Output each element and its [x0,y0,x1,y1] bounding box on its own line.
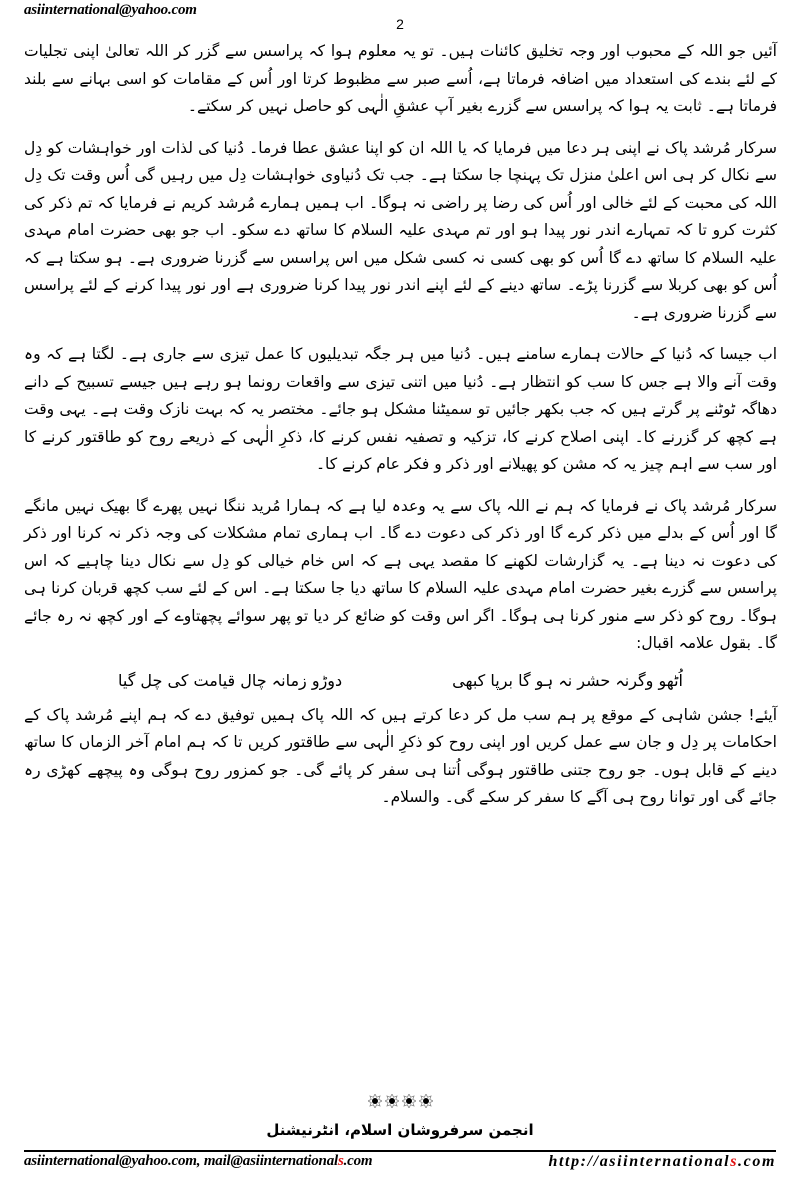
paragraph: سرکار مُرشد پاک نے اپنی ہر دعا میں فرمایا کہ یا اللہ ان کو اپنا عشق عطا فرما۔ دُنیا کی لذات اور خواہشات کو دِل سے نکال کر ہی اس اعلیٰ منزل تک پہنچا جا سکتا ہے۔ جب تک دُنیاوی خواہشات دِل میں رہیں گی اُس وقت تک دِل اللہ کی محبت کے لئے خالی اور اُس کی رضا پر راضی نہ ہوگا۔ اب ہمیں ہمارے مُرشد کریم نے فرمایا کہ تم ذکر کی کثرت کرو تا کہ تمہارے اندر نور پیدا ہو اور تم مہدی علیہ السلام کا ساتھ دے سکو۔ اب جو بھی حضرت امام مہدی علیہ السلام کا ساتھ دے گا اُس کو بھی کسی نہ کسی شکل میں اس پراسس سے گزرنا ضروری ہے۔ ہو سکتا ہے کہ اُس کو بھی کربلا سے گزرنا پڑے۔ ساتھ دینے کے لئے اپنے اندر نور پیدا کرنا ضروری ہے اور نور پیدا کرنے کے لئے پراسس سے گزرنا ضروری ہے۔ [24,138,777,322]
closing-paragraph: آیئے! جشن شاہی کے موقع پر ہم سب مل کر دعا کرتے ہیں کہ اللہ پاک ہمیں توفیق دے کہ ہم اپنے مُرشد پاک کے احکامات پر دِل و جان سے عمل کریں اور اپنی روح کو ذکرِ الٰہی سے طاقتور کریں تا کہ ہم امام آخر الزماں کا ساتھ دینے کے قابل ہوں۔ جو روح جتنی طاقتور ہوگی اُتنا ہی سفر کر پائے گی۔ جو کمزور روح ہوگی وہ پیچھے کھڑی رہ جائے گی اور توانا روح ہی آگے کا سفر کر سکے گی۔ والسلام۔ [24,705,777,806]
footer-url-text: http://asiinternational [548,1153,731,1170]
footer-emails-suffix: .com [343,1153,373,1169]
section-divider-ornament [0,1094,800,1108]
paragraph: اب جیسا کہ دُنیا کے حالات ہمارے سامنے ہیں۔ دُنیا میں ہر جگہ تبدیلیوں کا عمل تیزی سے جاری ہے۔ لگتا ہے کہ وہ وقت آنے والا ہے جس کا سب کو انتظار ہے۔ دُنیا میں اتنی تیزی سے واقعات رونما ہو رہے ہیں جیسے تسبیح کے دانے دھاگہ ٹوٹنے پر گرتے ہیں کہ جب بکھر جائیں تو سمیٹنا مشکل ہو جائے۔ مختصر یہ کہ بہت نازک وقت ہے۔ یہی وقت ہے کچھ کر گزرنے کا۔ اپنی اصلاح کرنے کا، تزکیہ و تصفیہ نفس کرنے کا، ذکرِ الٰہی کے ذریعے روح کو طاقتور کرنے کا اور سب سے اہم چیز یہ کہ مشن کو پھیلانے اور ذکر و فکر عام کرنے کا۔ [24,345,777,473]
star-ornament-icon [368,1094,382,1108]
couplet-first-hemistich: اُٹھو وگرنہ حشر نہ ہو گا برپا کبھی [452,670,683,690]
footer-divider [24,1150,776,1152]
paragraph: سرکار مُرشد پاک نے فرمایا کہ ہم نے اللہ پاک سے یہ وعدہ لیا ہے کہ ہمارا مُرید ننگا نہیں پھرے گا بھیک نہیں مانگے گا اور اُس کے بدلے میں ذکر کرے گا اور ذکر کی دعوت دے گا۔ اب ہماری تمام مشکلات کی وجہ ذکر نہ کرنا اور ذکر کی دعوت نہ دینا ہے۔ یہ گزارشات لکھنے کا مقصد یہی ہے کہ اس خام خیالی کو دِل سے نکال دینا چاہیے کہ اس پراسس سے گزرے بغیر حضرت امام مہدی علیہ السلام کا ساتھ دیا جا سکتا ہے۔ اس کے لئے سب کچھ قربان کرنا ہی ہوگا۔ روح کو ذکر سے منور کرنا ہی ہوگا۔ اگر اس وقت کو ضائع کر دیا تو پھر سوائے پچھتاوے کے اور کچھ نہ رہ جائے گا۔ بقول علامہ اقبال: [24,496,777,652]
couplet-second-hemistich: دوڑو زمانہ چال قیامت کی چل گیا [118,670,343,690]
footer-emails-text: asiinternational@yahoo.com, mail@asiinternational [24,1153,338,1169]
paragraph: آئیں جو اللہ کے محبوب اور وجہ تخلیق کائنات ہیں۔ تو یہ معلوم ہوا کہ پراسس سے گزر کر اللہ تعالیٰ اپنی تجلیات کے لئے بندے کی استعداد میں اضافہ فرماتا ہے، اُسے صبر سے مظبوط کرتا اور اُس کے مقامات کو اسی بہانے سے بلند فرماتا ہے۔ ثابت یہ ہوا کہ پراسس سے گزرے بغیر آپ عشقِ الٰہی کو حاصل نہیں کر سکتے۔ [24,42,777,115]
footer-website-link[interactable] [548,1153,776,1171]
footer-url-suffix: .com [738,1153,776,1170]
footer-emails-red-letter: s [337,1153,344,1169]
poetry-couplet [24,668,777,694]
page-number: 2 [396,16,404,32]
footer-url-red-letter: s [730,1153,739,1170]
star-ornament-icon [402,1094,416,1108]
star-ornament-icon [419,1094,433,1108]
footer-email-links[interactable] [24,1153,372,1170]
organization-name: انجمن سرفروشان اسلام، انٹرنیشنل [266,1121,534,1139]
article-body [24,38,777,826]
star-ornament-icon [385,1094,399,1108]
header-email-link[interactable]: asiinternational@yahoo.com [24,2,197,18]
